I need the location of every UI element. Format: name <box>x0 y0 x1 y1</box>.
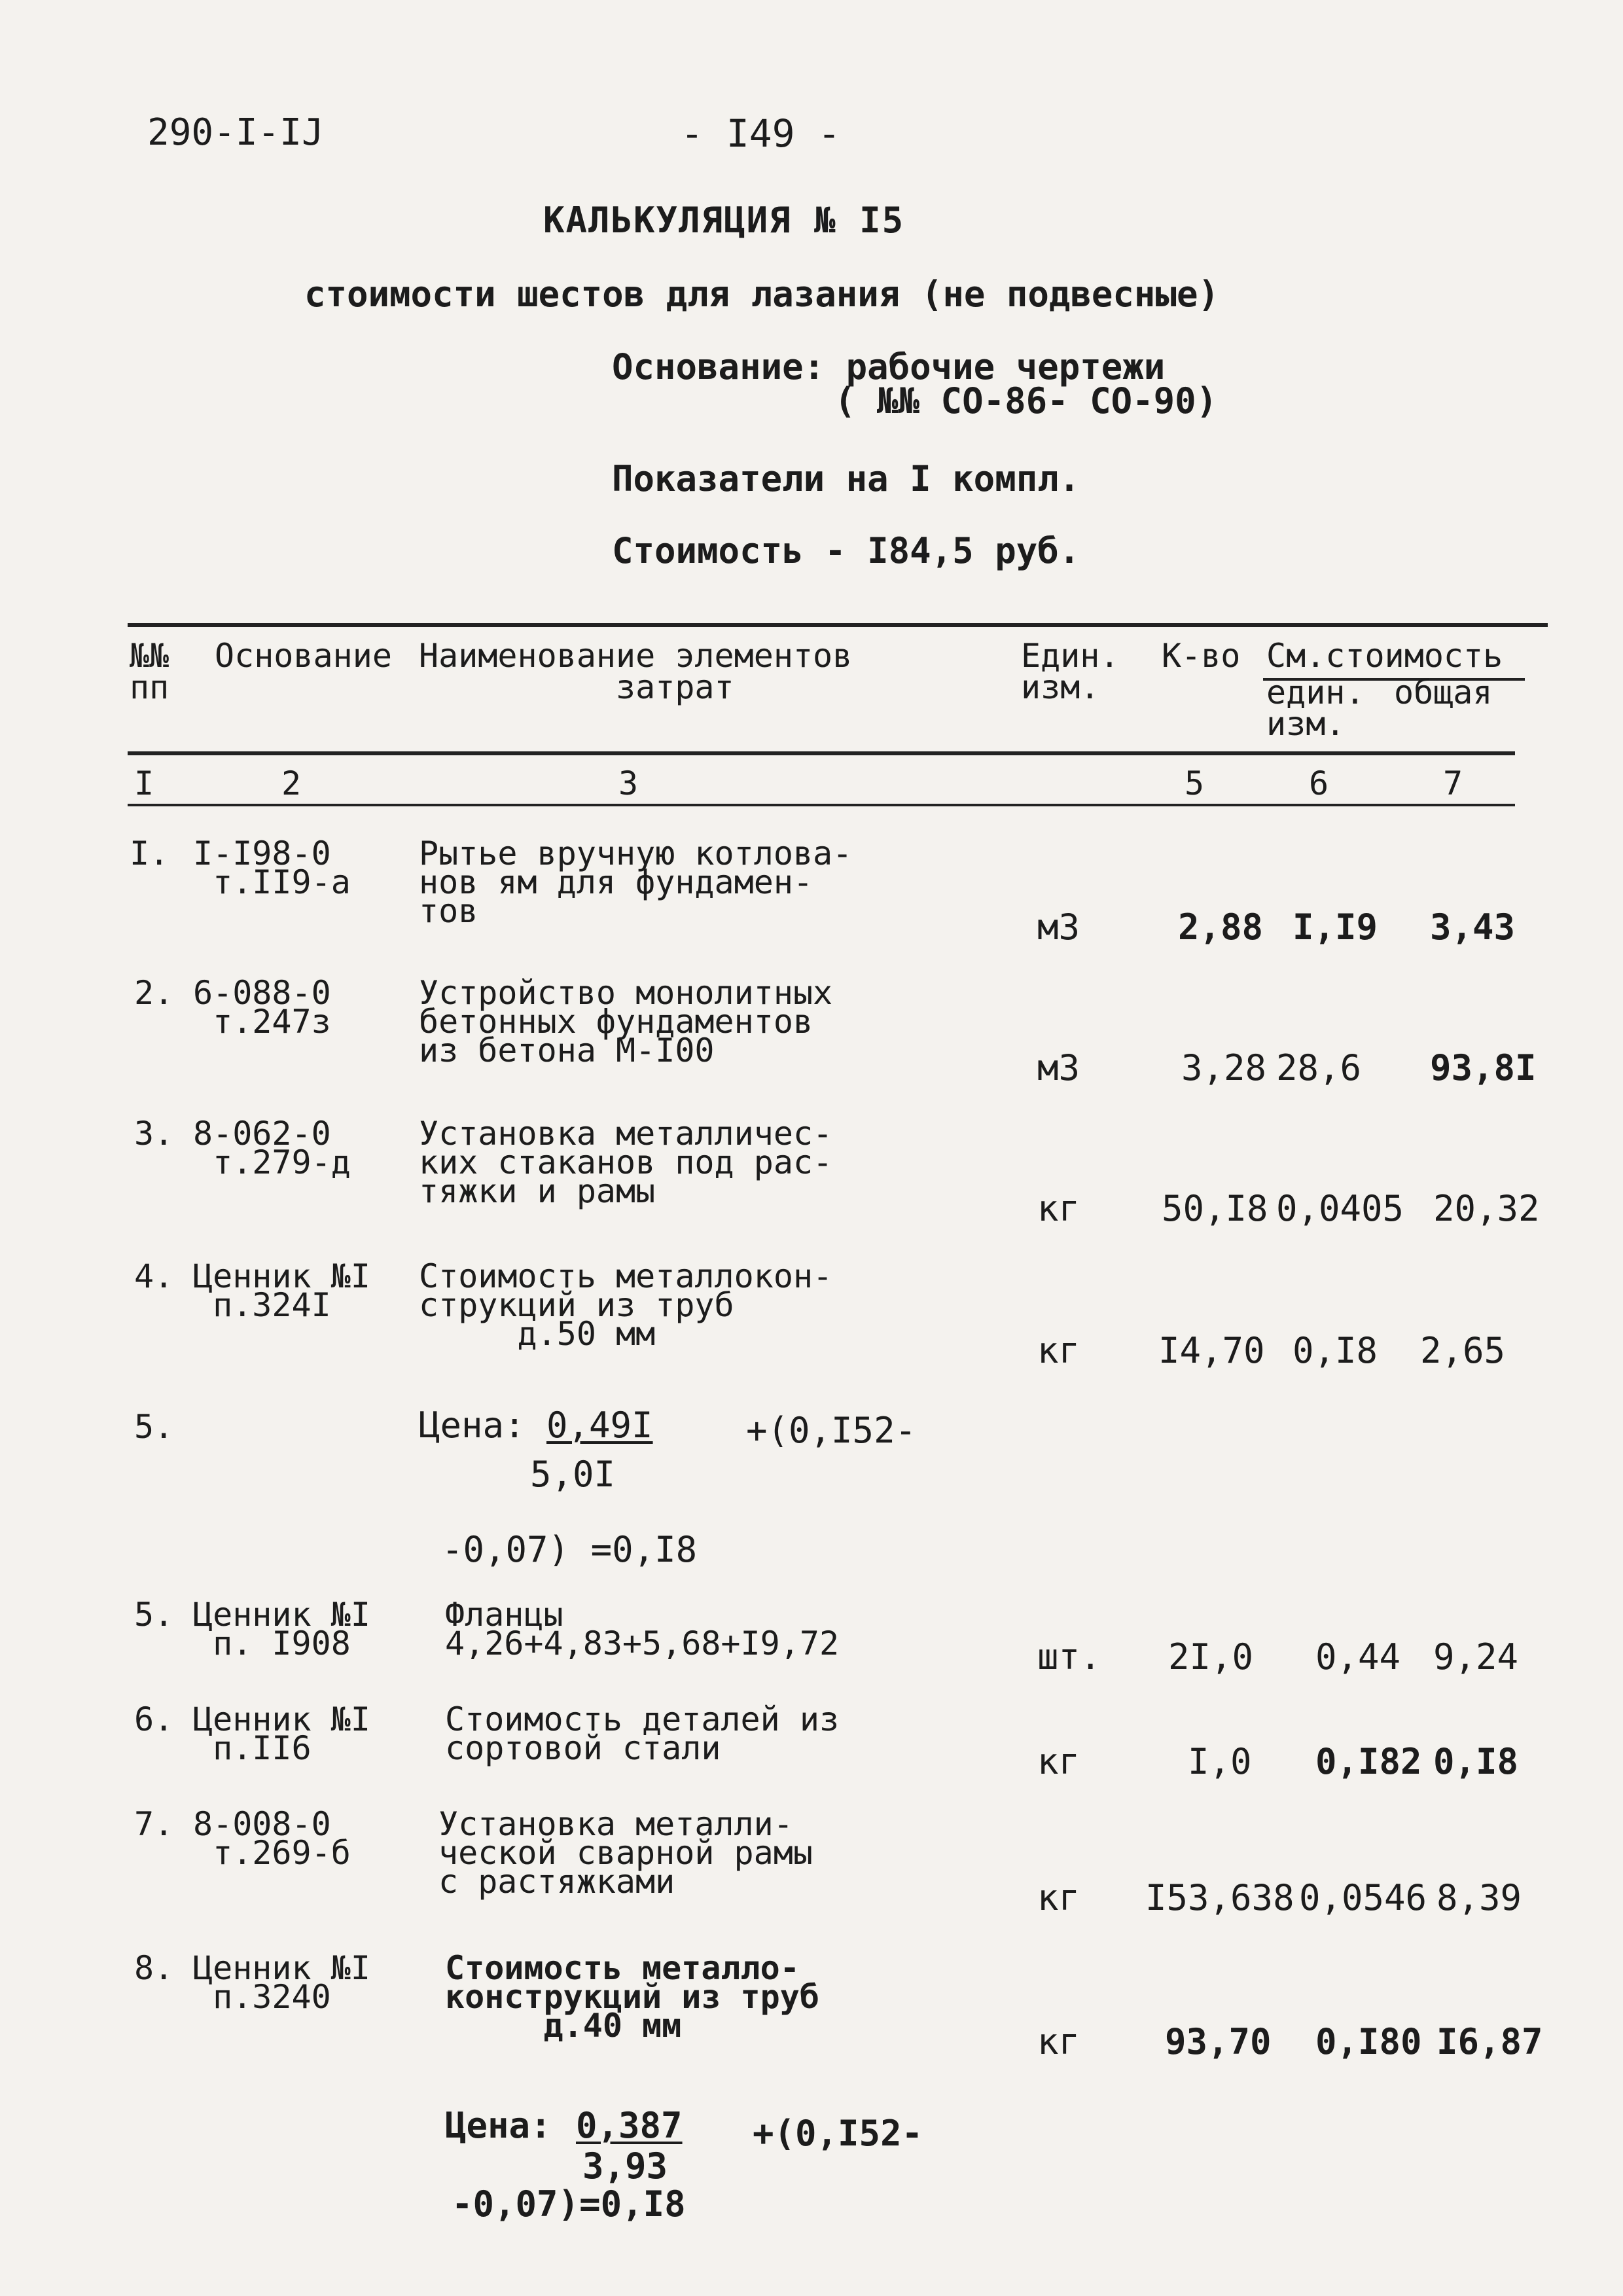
row-qty: I,0 <box>1188 1741 1252 1782</box>
row-price: 0,I8 <box>1293 1330 1378 1371</box>
row-num: I. <box>130 834 169 872</box>
row-num: 5. <box>134 1596 174 1634</box>
row-price: 0,0546 <box>1299 1877 1427 1918</box>
row-total: 0,I8 <box>1433 1741 1519 1782</box>
row-num: 7. <box>134 1805 174 1843</box>
header-bottom-rule <box>128 751 1515 755</box>
row-num: 2. <box>134 974 174 1012</box>
row-unit: кг <box>1037 2021 1080 2062</box>
formula-denominator: 5,0I <box>530 1454 616 1495</box>
row-basis: 8-008-0 т.269-б <box>193 1805 351 1872</box>
row-total: 9,24 <box>1433 1636 1519 1677</box>
row-basis: 8-062-0 т.279-д <box>193 1115 351 1181</box>
document-subtitle: стоимости шестов для лазания (не подвесные) <box>304 274 1219 315</box>
row-num: 3. <box>134 1115 174 1153</box>
row-basis: 6-088-0 т.247з <box>193 974 331 1041</box>
row-qty: I53,638 <box>1145 1877 1294 1918</box>
row-qty: 93,70 <box>1165 2021 1272 2062</box>
row-basis: Ценник №I п. I908 <box>193 1596 370 1662</box>
row-total: 8,39 <box>1436 1877 1522 1918</box>
row-unit: м3 <box>1037 906 1080 948</box>
formula-denominator: 3,93 <box>582 2145 668 2187</box>
row-qty: 3,28 <box>1181 1047 1267 1088</box>
total-cost-line: Стоимость - I84,5 руб. <box>612 530 1080 571</box>
row-price: 0,0405 <box>1276 1188 1404 1229</box>
header-basis: Основание <box>215 637 392 675</box>
row-unit: м3 <box>1037 1047 1080 1088</box>
header-cost: См.стоимость <box>1266 637 1503 675</box>
row-name: Стоимость металлокон- струкций из труб д.50 мм <box>419 1257 833 1353</box>
row-basis: Ценник №I п.II6 <box>193 1700 370 1767</box>
formula-result: -0,07)=0,I8 <box>452 2183 686 2225</box>
row-unit: кг <box>1037 1188 1080 1229</box>
row-price: I,I9 <box>1293 906 1378 948</box>
row-price: 0,I82 <box>1315 1741 1422 1782</box>
row-basis: I-I98-0 т.II9-а <box>193 834 351 901</box>
formula-label: Цена: <box>419 1405 526 1446</box>
header-num: №№ пп <box>130 637 169 706</box>
basis-block <box>612 346 1218 422</box>
row-unit: кг <box>1037 1330 1080 1371</box>
formula-tail: +(0,I52- <box>746 1410 917 1451</box>
row-price: 28,6 <box>1276 1047 1362 1088</box>
column-numbers-rule <box>128 804 1515 806</box>
row-name: Устройство монолитных бетонных фундаментов из бетона М-I00 <box>419 974 833 1069</box>
row-total: 2,65 <box>1420 1330 1506 1371</box>
formula-tail: +(0,I52- <box>753 2113 923 2154</box>
row-price: 0,44 <box>1315 1636 1401 1677</box>
row-name: Стоимость металло- конструкций из труб д.40 мм <box>445 1949 819 2045</box>
formula-numerator: 0,387 <box>576 2105 683 2146</box>
row-name: Рытье вручную котлова- нов ям для фундамен- тов <box>419 834 853 930</box>
document-title: КАЛЬКУЛЯЦИЯ № I5 <box>543 200 905 241</box>
row-total: I6,87 <box>1436 2021 1543 2062</box>
header-unit: Един. изм. <box>1021 637 1120 706</box>
row-total: 20,32 <box>1433 1188 1540 1229</box>
column-number: I <box>134 764 154 802</box>
row-total: 93,8I <box>1430 1047 1537 1088</box>
row-basis: Ценник №I п.3240 <box>193 1949 370 2016</box>
header-unit-cost: един. изм. <box>1266 673 1365 743</box>
column-number: 2 <box>281 764 302 802</box>
row-qty: 50,I8 <box>1162 1188 1268 1229</box>
table-top-rule <box>128 623 1548 627</box>
row-price: 0,I80 <box>1315 2021 1422 2062</box>
row-qty: 2I,0 <box>1168 1636 1254 1677</box>
row-num: 6. <box>134 1700 174 1738</box>
row-basis: Ценник №I п.324I <box>193 1257 370 1324</box>
formula-num: 5. <box>134 1408 174 1446</box>
header-name: Наименование элементов затрат <box>419 637 853 706</box>
row-name: Стоимость деталей из сортовой стали <box>445 1700 840 1767</box>
row-qty: 2,88 <box>1178 906 1264 948</box>
indicators-line: Показатели на I компл. <box>612 458 1080 499</box>
row-total: 3,43 <box>1430 906 1516 948</box>
row-unit: шт. <box>1037 1636 1101 1677</box>
row-unit: кг <box>1037 1741 1080 1782</box>
page-number: - I49 - <box>681 111 841 156</box>
row-num: 8. <box>134 1949 174 1987</box>
formula-result: -0,07) =0,I8 <box>442 1529 698 1570</box>
formula-label: Цена: <box>445 2105 552 2146</box>
document-code: 290-I-IJ <box>147 111 324 154</box>
column-number: 5 <box>1185 764 1205 802</box>
basis-line-1: Основание: рабочие чертежи <box>612 346 1166 387</box>
header-qty: К-во <box>1162 637 1241 675</box>
formula-numerator: 0,49I <box>546 1405 653 1446</box>
basis-line-2: ( №№ СО-86- СО-90) <box>834 380 1218 422</box>
column-number: 6 <box>1309 764 1329 802</box>
row-num: 4. <box>134 1257 174 1295</box>
row-qty: I4,70 <box>1158 1330 1265 1371</box>
row-name: Установка металли- ческой сварной рамы с растяжками <box>438 1805 813 1901</box>
header-total: общая <box>1394 673 1493 711</box>
column-number: 3 <box>618 764 639 802</box>
row-name: Фланцы 4,26+4,83+5,68+I9,72 <box>445 1596 840 1662</box>
row-name: Установка металличес- ких стаканов под рас- тяжки и рамы <box>419 1115 833 1210</box>
row-unit: кг <box>1037 1877 1080 1918</box>
column-number: 7 <box>1443 764 1463 802</box>
